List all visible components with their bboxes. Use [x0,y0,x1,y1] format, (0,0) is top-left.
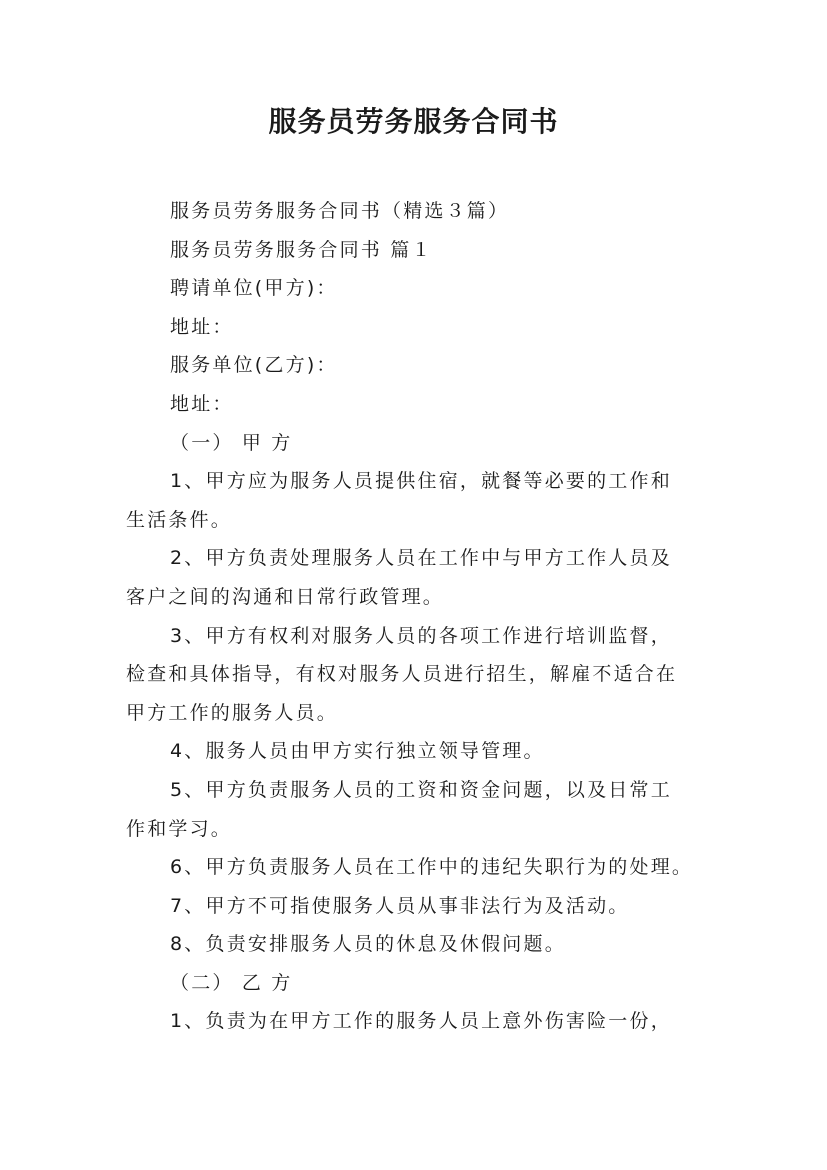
clause-a7 [126,887,711,926]
article-heading: 服务员劳务服务合同书 篇１ [170,238,433,261]
clause-a2 [126,539,711,616]
clause-line: 检查和具体指导，有权对服务人员进行招生，解雇不适合在 [126,663,678,686]
clause-line: 客户之间的沟通和日常行政管理。 [126,585,445,608]
clause-a3 [126,617,711,733]
clause-line: 甲方工作的服务人员。 [126,701,339,724]
section-a-heading: （一） 甲 方 [170,431,293,454]
clause-line: 4、服务人员由甲方实行独立领导管理。 [170,740,545,763]
clause-a6 [126,848,711,887]
clause-line: 生活条件。 [126,508,233,531]
document-body [126,192,711,1041]
clause-line: 8、负责安排服务人员的休息及休假问题。 [170,933,566,956]
party-a-address-field: 地址： [170,315,234,338]
clause-a8 [126,925,711,964]
clause-b1 [126,1002,711,1041]
clause-line: 6、甲方负责服务人员在工作中的违纪失职行为的处理。 [170,856,694,879]
clause-line: 2、甲方负责处理服务人员在工作中与甲方工作人员及 [170,547,672,570]
clause-line: 1、负责为在甲方工作的服务人员上意外伤害险一份， [170,1010,672,1033]
party-b-address-field: 地址： [170,392,234,415]
party-b-field: 服务单位(乙方)： [170,354,338,377]
clause-a4 [126,732,711,771]
clause-line: 5、甲方负责服务人员的工资和资金问题，以及日常工 [170,778,672,801]
clause-line: 7、甲方不可指使服务人员从事非法行为及活动。 [170,894,630,917]
section-b-heading: （二） 乙 方 [170,971,293,994]
clause-line: 3、甲方有权利对服务人员的各项工作进行培训监督， [170,624,672,647]
document-title: 服务员劳务服务合同书 [268,105,559,138]
party-a-field: 聘请单位(甲方)： [170,277,338,300]
clause-a1 [126,462,711,539]
clause-a5 [126,771,711,848]
clause-line: 作和学习。 [126,817,233,840]
clause-line: 1、甲方应为服务人员提供住宿，就餐等必要的工作和 [170,470,672,493]
subtitle-line: 服务员劳务服务合同书（精选３篇） [170,200,510,222]
